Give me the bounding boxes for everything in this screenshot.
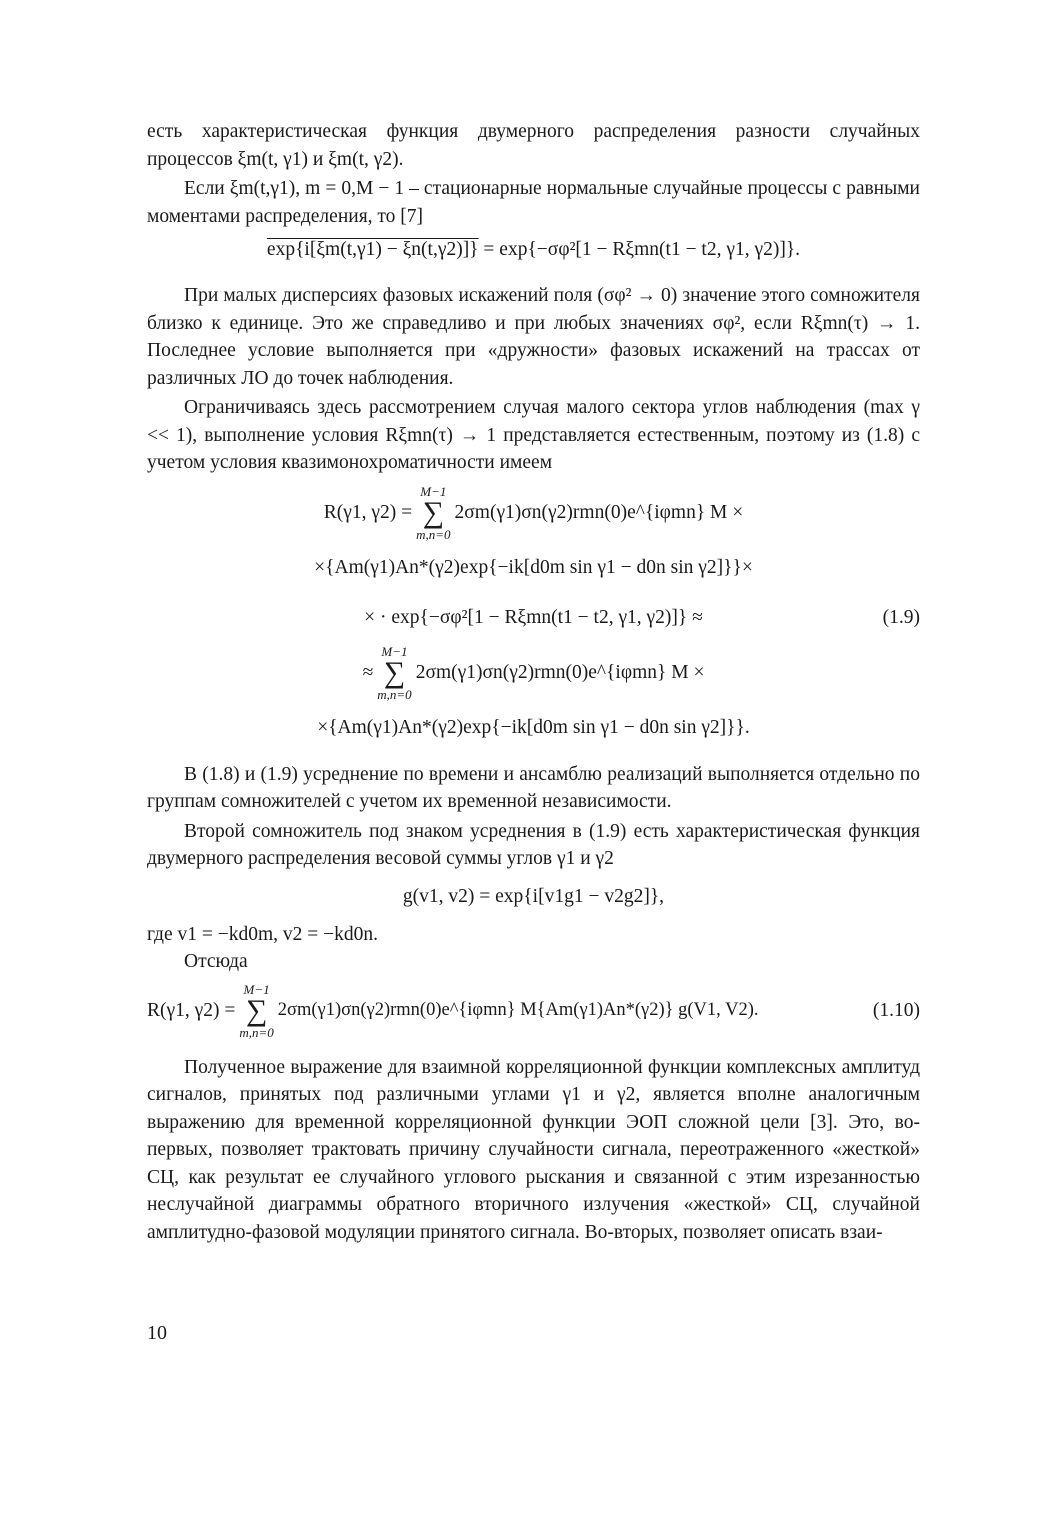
equation-number-1-10: (1.10) bbox=[872, 999, 920, 1021]
summation-lower-limit: m,n=0 bbox=[239, 1024, 274, 1040]
equation-1-9-line-4-rhs: 2σm(γ1)σn(γ2)rmn(0)e^{iφmn} M × bbox=[415, 661, 705, 683]
summation-upper-limit: M−1 bbox=[243, 981, 270, 997]
equation-1-9-line-3-text: × · exp{−σφ²[1 − Rξmn(t1 − t2, γ1, γ2)]} ≈ bbox=[364, 606, 703, 628]
equation-exp-identity bbox=[147, 230, 920, 270]
paragraph-6: Второй сомножитель под знаком усреднения в (1.9) есть характеристическая функция двумерного распределения весовой суммы углов γ1 и γ2 bbox=[147, 820, 920, 869]
equation-1-9-line-1 bbox=[147, 483, 920, 543]
equation-g: g(v1, v2) = exp{i[v1g1 − v2g2]}, bbox=[402, 885, 665, 907]
paragraph-4: Ограничиваясь здесь рассмотрением случая малого сектора углов наблюдения (max γ << 1), выполнение условия Rξmn(τ) → 1 представляется естественным, поэтому из (1.8) с учетом условия квазимонохроматичности имеем bbox=[147, 397, 920, 473]
equation-1-10-lhs: R(γ1, γ2) = bbox=[147, 999, 236, 1021]
paragraph-9: Полученное выражение для взаимной корреляционной функции комплексных амплитуд сигналов, принятых под различными углами γ1 и γ2, является вполне аналогичным выражению для временной корреляционной функции ЭОП сложной цели [3]. Это, во-первых, позволяет трактовать причину случайности сигнала, переотраженного «жесткой» СЦ, как результат ее случайного углового рыскания и связанной с этим изрезанностью неслучайной диаграммы обратного вторичного излучения «жесткой» СЦ, случайной амплитудно-фазовой модуляции принятого сигнала. Во-вторых, позволяет описать взаи- bbox=[147, 1056, 920, 1243]
equation-1-9 bbox=[147, 483, 920, 753]
summation-upper-limit: M−1 bbox=[381, 643, 408, 659]
paragraph-5: В (1.8) и (1.9) усреднение по времени и ансамблю реализаций выполняется отдельно по группам сомножителей с учетом их временной независимости. bbox=[147, 763, 920, 812]
summation-upper-limit: M−1 bbox=[420, 483, 447, 499]
equation-exp-lhs: exp{i[ξm(t,γ1) − ξn(t,γ2)]} bbox=[266, 239, 479, 261]
paragraph-3: При малых дисперсиях фазовых искажений поля (σφ² → 0) значение этого сомножителя близко к единице. Это же справедливо и при любых значениях σφ², если Rξmn(τ) → 1. Последнее условие выполняется при «дружности» фазовых искажений на трассах от различных ЛО до точек наблюдения. bbox=[147, 285, 920, 389]
sigma-symbol: ∑ bbox=[245, 993, 268, 1027]
paragraph-2: Если ξm(t,γ1), m = 0,M − 1 – стационарные нормальные случайные процессы с равными моментами распределения, то [7] bbox=[147, 178, 920, 227]
equation-1-9-line-3 bbox=[147, 593, 920, 643]
paragraph-7: где v1 = −kd0m, v2 = −kd0n. bbox=[147, 923, 379, 945]
equation-1-9-line-2: ×{Am(γ1)An*(γ2)exp{−ik[d0m sin γ1 − d0n sin γ2]}}× bbox=[314, 556, 753, 578]
paragraph-1: есть характеристическая функция двумерного распределения разности случайных процессов ξm(t, γ1) и ξm(t, γ2). bbox=[147, 121, 920, 170]
summation-sign bbox=[377, 645, 411, 701]
equation-1-9-line-1-lhs: R(γ1, γ2) = bbox=[323, 501, 413, 523]
summation-lower-limit: m,n=0 bbox=[416, 526, 451, 542]
equation-1-9-line-4-lhs: ≈ bbox=[362, 661, 374, 683]
paragraph-8: Отсюда bbox=[184, 951, 248, 972]
summation-sign bbox=[416, 485, 450, 541]
summation-sign bbox=[239, 983, 273, 1039]
equation-exp-rhs: = exp{−σφ²[1 − Rξmn(t1 − t2, γ1, γ2)]}. bbox=[483, 239, 801, 261]
equation-1-10 bbox=[147, 978, 920, 1044]
equation-1-9-line-5: ×{Am(γ1)An*(γ2)exp{−ik[d0m sin γ1 − d0n sin γ2]}}. bbox=[317, 716, 750, 738]
equation-1-10-rhs: 2σm(γ1)σn(γ2)rmn(0)e^{iφmn} M{Am(γ1)An*(γ2)} g(V1, V2). bbox=[277, 999, 759, 1020]
sigma-symbol: ∑ bbox=[422, 495, 444, 529]
equation-number-1-9: (1.9) bbox=[882, 606, 920, 628]
sigma-symbol: ∑ bbox=[383, 655, 406, 689]
equation-1-9-line-1-rhs: 2σm(γ1)σn(γ2)rmn(0)e^{iφmn} M × bbox=[454, 501, 744, 523]
page-number: 10 bbox=[147, 1322, 167, 1344]
summation-lower-limit: m,n=0 bbox=[377, 686, 412, 702]
equation-1-9-line-4 bbox=[147, 643, 920, 703]
page-body bbox=[147, 118, 920, 1246]
